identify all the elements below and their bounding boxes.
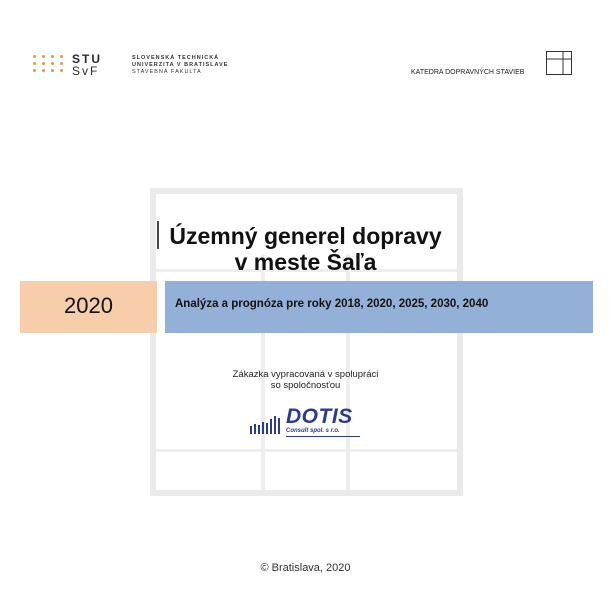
subtitle-box (165, 281, 593, 333)
stu-dot (60, 55, 63, 58)
stu-dot (51, 55, 54, 58)
stu-dot (60, 62, 63, 65)
partner-logo-name: DOTIS (286, 405, 353, 428)
document-title-line-2: v meste Šaľa (234, 249, 377, 275)
document-subtitle: Analýza a prognóza pre roky 2018, 2020, 2025, 2030, 2040 (175, 298, 489, 310)
stu-dot (42, 62, 45, 65)
year-box (20, 281, 157, 333)
stu-dot (33, 55, 36, 58)
partner-logo-underline (286, 436, 360, 437)
cooperation-line-2: so spoločnosťou (270, 380, 341, 391)
department-name: KATEDRA DOPRAVNÝCH STAVIEB (411, 69, 525, 76)
svf-logo-text: SvF (72, 64, 100, 78)
stu-dot (42, 55, 45, 58)
stu-dots-icon (33, 55, 67, 75)
partner-logo-tagline: Consult spol. s r.o. (286, 428, 340, 434)
year-label: 2020 (64, 293, 113, 318)
university-line-1: SLOVENSKÁ TECHNICKÁ (132, 55, 220, 61)
copyright-text: © Bratislava, 2020 (260, 562, 351, 574)
stu-dot (42, 69, 45, 72)
cooperation-line-1: Zákazka vypracovaná v spolupráci (232, 369, 379, 380)
document-title-line-1: Územný generel dopravy (169, 223, 442, 249)
stu-dot (33, 69, 36, 72)
stu-dot (51, 69, 54, 72)
department-logo-icon (546, 51, 572, 75)
stu-logo-text: STU (72, 52, 102, 66)
stu-dot (33, 62, 36, 65)
stu-dot (51, 62, 54, 65)
dotis-bars-icon (250, 414, 280, 434)
faculty-name: STAVEBNÁ FAKULTA (132, 69, 202, 75)
university-line-2: UNIVERZITA V BRATISLAVE (132, 62, 229, 68)
stu-dot (60, 69, 63, 72)
